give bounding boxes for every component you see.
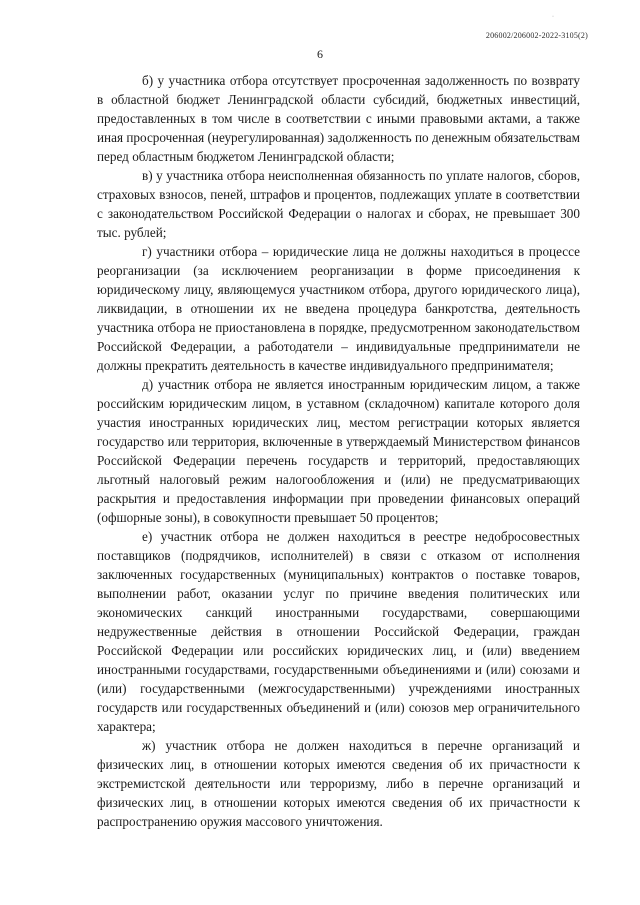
document-body: [97, 71, 580, 831]
paragraph-v: в) у участника отбора неисполненная обязанность по уплате налогов, сборов, страховых взносов, пеней, штрафов и процентов, подлежащих уплате в соответствии с законодательством Российской Федерации о налогах и сборах, не превышает 300 тыс. рублей;: [97, 168, 580, 240]
paragraph-zh: ж) участник отбора не должен находиться в перечне организаций и физических лиц, в отношении которых имеются сведения об их причастности к экстремистской деятельности или терроризму, либо в перечне организаций и физических лиц, в отношении которых имеются сведения об их причастности к распространению оружия массового уничтожения.: [97, 738, 580, 829]
paragraph-g: г) участники отбора – юридические лица не должны находиться в процессе реорганизации (за исключением реорганизации в форме присоединения к юридическому лицу, являющемуся участником отбора, другого юридического лица), ликвидации, в отношении их не введена процедура банкротства, деятельность участника отбора не приостановлена в порядке, предусмотренном законодательством Российской Федерации, а работодатели – индивидуальные предприниматели не должны прекратить деятельность в качестве индивидуального предпринимателя;: [97, 244, 580, 373]
paragraph-e: е) участник отбора не должен находиться в реестре недобросовестных поставщиков (подрядчиков, исполнителей) в связи с отказом от исполнения заключенных государственных (муниципальных) контрактов о поставке товаров, выполнении работ, оказании услуг по причине введения политических или экономических санкций иностранными государствами, совершающими недружественные действия в отношении Российской Федерации, граждан Российской Федерации или российских юридических лиц, и (или) введением иностранными государствами, государственными объединениями и (или) союзами и (или) государственными (межгосударственными) учреждениями иностранных государств или государственных объединений и (или) союзов мер ограничительного характера;: [97, 529, 580, 734]
page-number: 6: [317, 47, 323, 61]
document-id: 206002/206002-2022-3105(2): [485, 31, 588, 40]
paragraph-b: б) у участника отбора отсутствует просроченная задолженность по возврату в областной бюджет Ленинградской области субсидий, бюджетных инвестиций, предоставленных в том числе в соответствии с иными правовыми актами, а также иная просроченная (неурегулированная) задолженность по денежным обязательствам перед областным бюджетом Ленинградской области;: [97, 73, 580, 164]
scan-mark: ·: [552, 14, 554, 20]
paragraph-d: д) участник отбора не является иностранным юридическим лицом, а также российским юридическим лицом, в уставном (складочном) капитале которого доля участия иностранных юридических лиц, местом регистрации которых является государство или территория, включенные в утверждаемый Министерством финансов Российской Федерации перечень государств и территорий, предоставляющих льготный налоговый режим налогообложения и (или) не предусматривающих раскрытия и предоставления информации при проведении финансовых операций (офшорные зоны), в совокупности превышает 50 процентов;: [97, 377, 580, 525]
